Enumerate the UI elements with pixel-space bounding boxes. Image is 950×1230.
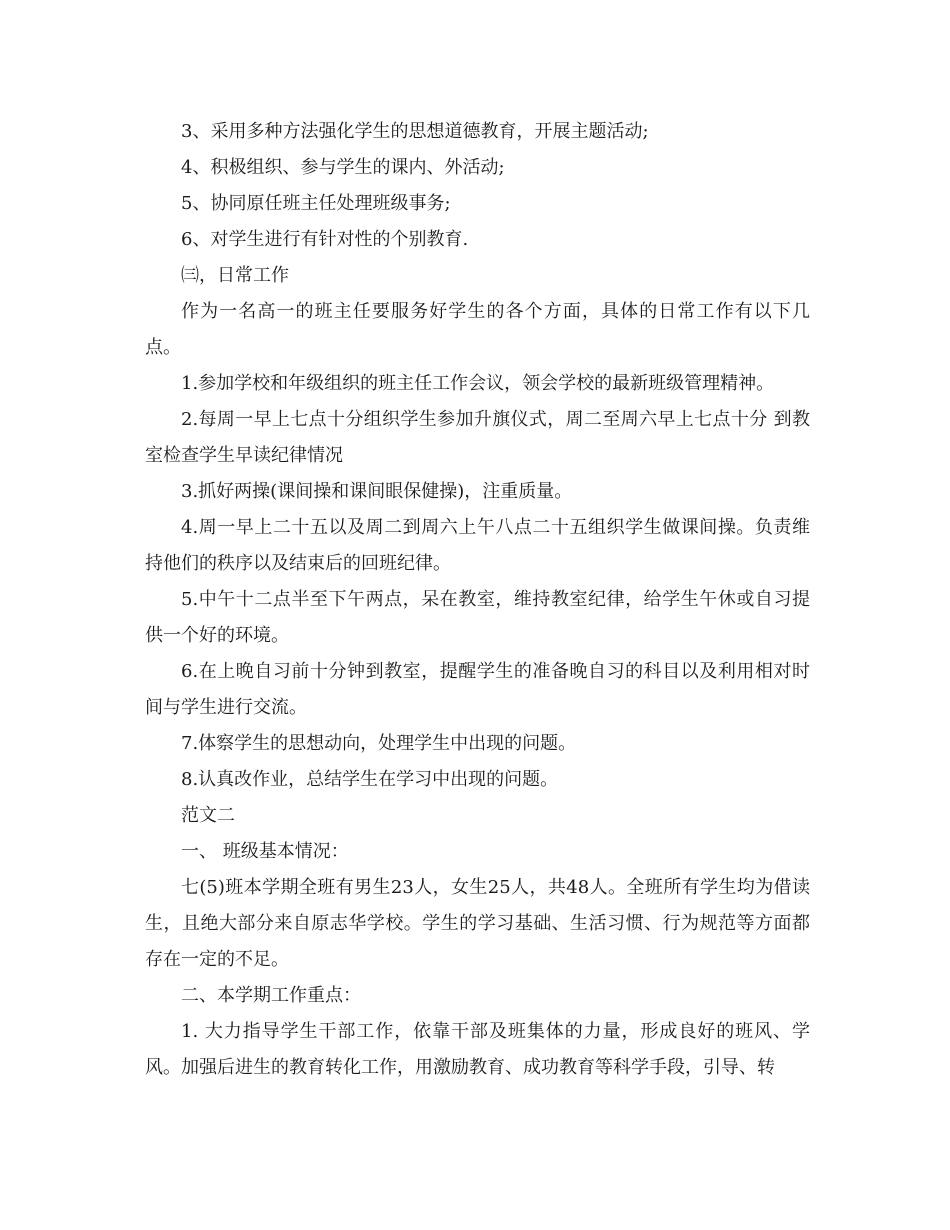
paragraph-daily-work-intro: 作为一名高一的班主任要服务好学生的各个方面，具体的日常工作有以下几点。	[145, 301, 810, 358]
daily-item-1: 1.参加学校和年级组织的班主任工作会议，领会学校的最新班级管理精神。	[181, 373, 775, 394]
daily-item-3: 3.抓好两操(课间操和课间眼保健操)，注重质量。	[181, 481, 573, 502]
paragraph-item-4: 4、积极组织、参与学生的课内、外活动;	[181, 157, 505, 178]
document-body	[145, 114, 810, 1086]
section-heading-class-basics: 一、 班级基本情况：	[181, 841, 349, 862]
daily-item-5: 5.中午十二点半至下午两点，呆在教室，维持教室纪律，给学生午休或自习提供一个好的环境。	[145, 589, 810, 646]
daily-item-7: 7.体察学生的思想动向，处理学生中出现的问题。	[181, 733, 577, 754]
section-heading-sample-two: 范文二	[181, 805, 235, 826]
daily-item-2: 2.每周一早上七点十分组织学生参加升旗仪式，周二至周六早上七点十分 到教室检查学生早读纪律情况	[145, 409, 810, 466]
paragraph-item-6: 6、对学生进行有针对性的个别教育.	[181, 229, 469, 250]
daily-item-4: 4.周一早上二十五以及周二到周六上午八点二十五组织学生做课间操。负责维持他们的秩序以及结束后的回班纪律。	[145, 517, 810, 574]
daily-item-6: 6.在上晚自习前十分钟到教室，提醒学生的准备晚自习的科目以及利用相对时间与学生进行交流。	[145, 661, 810, 718]
section-heading-daily-work: ㈢，日常工作	[181, 265, 289, 286]
paragraph-work-focus-1: 1. 大力指导学生干部工作，依靠干部及班集体的力量，形成良好的班风、学风。加强后进生的教育转化工作，用激励教育、成功教育等科学手段，引导、转	[145, 1021, 810, 1078]
daily-item-8: 8.认真改作业，总结学生在学习中出现的问题。	[181, 769, 559, 790]
paragraph-class-basics: 七(5)班本学期全班有男生23人，女生25人，共48人。全班所有学生均为借读生，且绝大部分来自原志华学校。学生的学习基础、生活习惯、行为规范等方面都存在一定的不足。	[145, 877, 810, 970]
section-heading-work-focus: 二、本学期工作重点：	[181, 985, 361, 1006]
paragraph-item-5: 5、协同原任班主任处理班级事务;	[181, 193, 451, 214]
paragraph-item-3: 3、采用多种方法强化学生的思想道德教育，开展主题活动;	[181, 121, 649, 142]
